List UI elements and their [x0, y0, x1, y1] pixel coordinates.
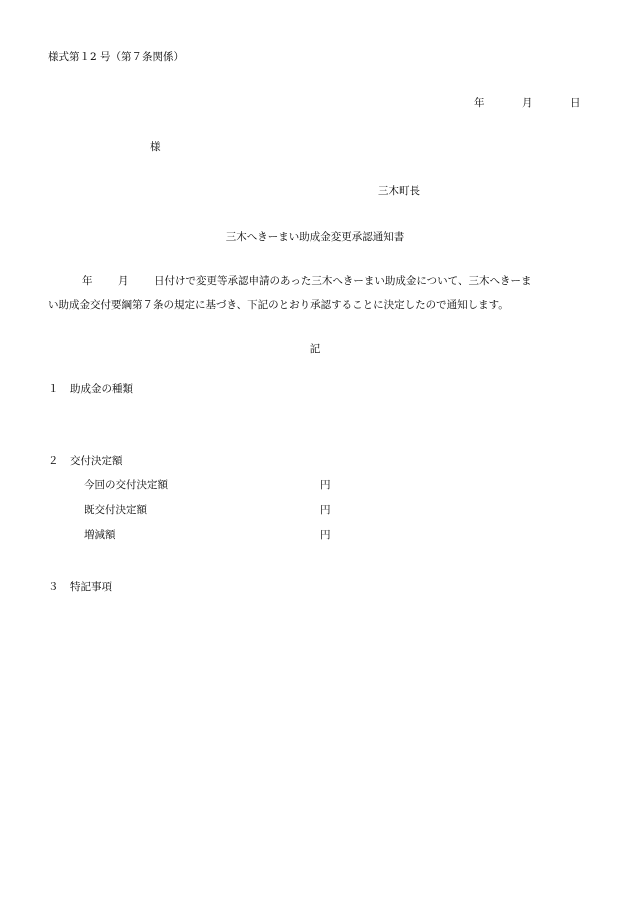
date-year: 年	[474, 97, 485, 109]
amount-label: 今回の交付決定額	[84, 479, 168, 491]
section-1	[48, 384, 348, 398]
date-month: 月	[522, 97, 533, 109]
form-number: 様式第１2 号（第７条関係）	[48, 51, 185, 63]
amount-unit: 円	[320, 529, 331, 541]
body-year: 年	[82, 275, 93, 287]
section-3	[48, 582, 348, 596]
amount-row	[84, 530, 344, 544]
amount-row	[84, 505, 344, 519]
amount-unit: 円	[320, 479, 331, 491]
body-line-2: い助成金交付要綱第７条の規定に基づき、下記のとおり承認することに決定したので通知します。	[48, 299, 509, 311]
section-number: ３	[48, 581, 59, 593]
body-line-1-text: 日付けで変更等承認申請のあった三木へきーまい助成金について、三木へきーま	[154, 275, 532, 287]
document-title: 三木へきーまい助成金変更承認通知書	[225, 231, 405, 243]
date-day: 日	[570, 97, 581, 109]
sender-name: 三木町長	[378, 185, 420, 197]
section-2	[48, 456, 348, 470]
ki-heading: 記	[309, 343, 321, 355]
body-month: 月	[118, 275, 129, 287]
amount-row	[84, 480, 344, 494]
section-title: 交付決定額	[70, 455, 123, 467]
section-number: ２	[48, 455, 59, 467]
amount-unit: 円	[320, 504, 331, 516]
section-number: １	[48, 383, 59, 395]
addressee-suffix: 様	[150, 141, 161, 153]
amount-label: 増減額	[84, 529, 116, 541]
section-title: 特記事項	[70, 581, 112, 593]
amount-label: 既交付決定額	[84, 504, 147, 516]
section-title: 助成金の種類	[70, 383, 133, 395]
